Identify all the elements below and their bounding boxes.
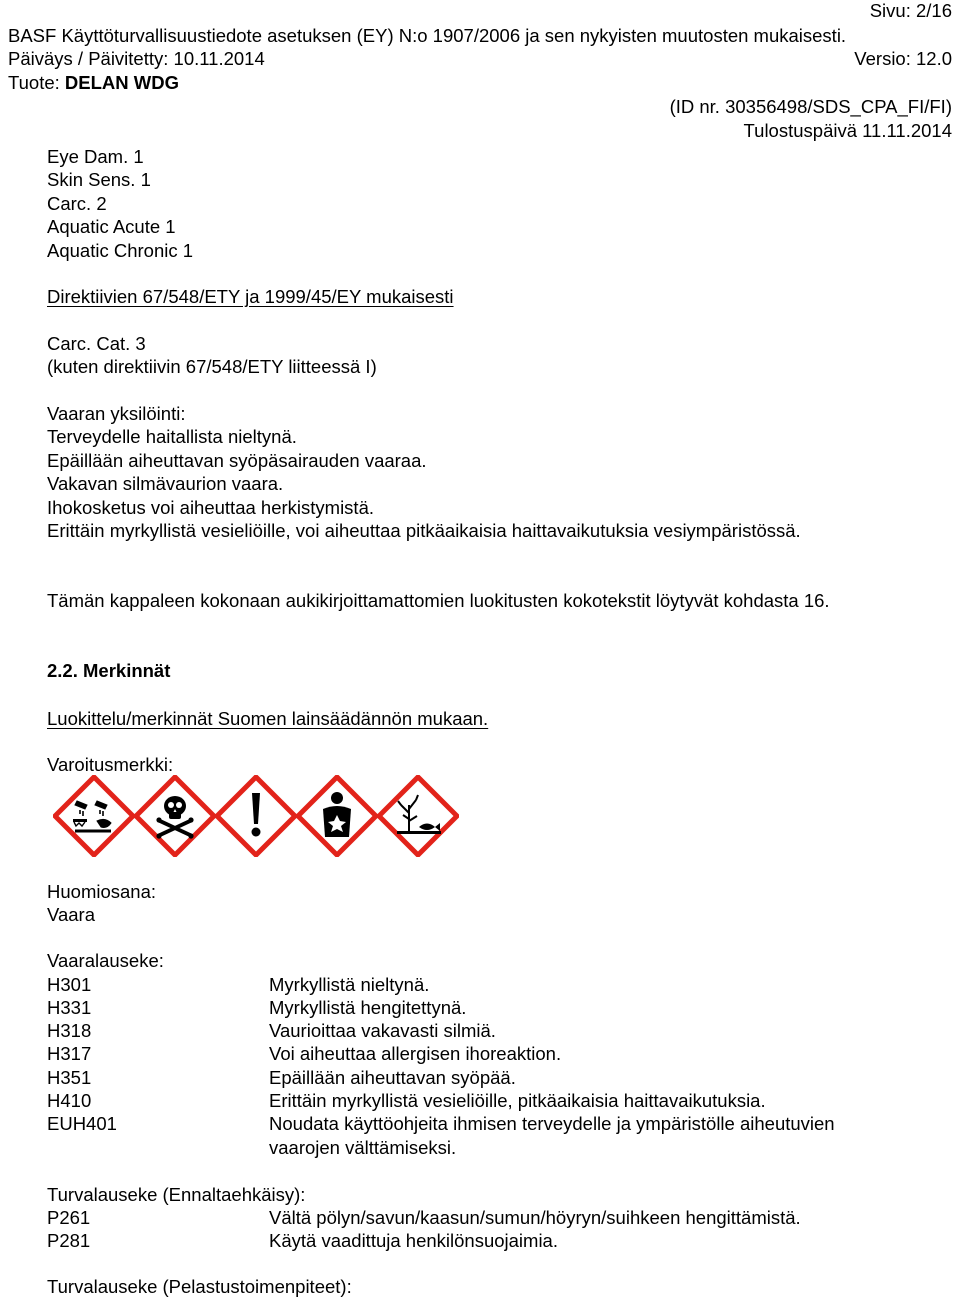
hazard-identification-line: Vakavan silmävaurion vaara. (47, 473, 284, 495)
section-title: Merkinnät (83, 660, 171, 681)
signal-word-label: Huomiosana: (47, 881, 157, 902)
hazard-statement-row (47, 1066, 947, 1089)
print-date: Tulostuspäivä 11.11.2014 (743, 120, 952, 141)
hazard-statement-row (47, 996, 947, 1019)
classification-item: Aquatic Acute 1 (47, 216, 176, 238)
document-title: BASF Käyttöturvallisuustiedote asetuksen (EY) N:o 1907/2006 ja sen nykyisten muutosten mukaisesti. (8, 25, 847, 46)
hazard-identification-label: Vaaran yksilöinti: (47, 403, 186, 424)
hazard-text: Vaurioittaa vakavasti silmiä. (269, 1020, 496, 1041)
health-hazard-icon (296, 775, 378, 857)
hazard-code: H351 (47, 1067, 92, 1088)
hazard-statement-row (47, 1042, 947, 1065)
full-text-note: Tämän kappaleen kokonaan aukikirjoittamattomien luokitusten kokotekstit löytyvät kohdasta 16. (47, 590, 830, 611)
precaution-code: P261 (47, 1207, 91, 1228)
directive-lines (47, 332, 377, 379)
hazard-text: Epäillään aiheuttavan syöpää. (269, 1067, 516, 1088)
hazard-text: Myrkyllistä hengitettynä. (269, 997, 467, 1018)
exclamation-mark-icon (215, 775, 297, 857)
document-id: (ID nr. 30356498/SDS_CPA_FI/FI) (669, 96, 952, 117)
hazard-identification-line: Ihokosketus voi aiheuttaa herkistymistä. (47, 496, 374, 518)
section-number: 2.2. (47, 660, 78, 681)
product-name: DELAN WDG (64, 72, 179, 93)
classification-item: Skin Sens. 1 (47, 169, 151, 191)
section-subheading: Luokittelu/merkinnät Suomen lainsäädännön mukaan. (47, 708, 489, 729)
signal-word-block (47, 880, 156, 927)
environment-icon (377, 775, 459, 857)
precaution-code: P281 (47, 1230, 91, 1251)
precaution-text: Vältä pölyn/savun/kaasun/sumun/höyryn/suihkeen hengittämistä. (269, 1207, 801, 1228)
precaution-row (47, 1206, 947, 1229)
hazard-statement-row (47, 1019, 947, 1042)
product-label: Tuote: (8, 72, 60, 93)
hazard-identification (47, 402, 801, 542)
hazard-text: Voi aiheuttaa allergisen ihoreaktion. (269, 1043, 562, 1064)
hazard-statement-row-continued (47, 1136, 947, 1159)
document-date: Päiväys / Päivitetty: 10.11.2014 (8, 48, 265, 69)
hazard-text: Erittäin myrkyllistä vesieliöille, pitkäaikaisia haittavaikutuksia. (269, 1090, 766, 1111)
hazard-code: H301 (47, 974, 92, 995)
precaution-text: Käytä vaadittuja henkilönsuojaimia. (269, 1230, 558, 1251)
directive-heading: Direktiivien 67/548/ETY ja 1999/45/EY mukaisesti (47, 286, 454, 307)
page-number: Sivu: 2/16 (869, 0, 952, 21)
hazard-statement-row (47, 1089, 947, 1112)
hazard-text: Myrkyllistä nieltynä. (269, 974, 430, 995)
hazard-identification-line: Erittäin myrkyllistä vesieliöille, voi aiheuttaa pitkäaikaisia haittavaikutuksia vesiympäristössä. (47, 520, 801, 542)
prevention-label: Turvalauseke (Ennaltaehkäisy): (47, 1184, 306, 1205)
classification-list (47, 145, 193, 262)
skull-crossbones-icon (134, 775, 216, 857)
hazard-code: EUH401 (47, 1113, 117, 1134)
section-heading (47, 659, 170, 682)
hazard-code: H317 (47, 1043, 92, 1064)
hazard-code: H318 (47, 1020, 92, 1041)
hazard-identification-line: Epäillään aiheuttavan syöpäsairauden vaaraa. (47, 449, 427, 471)
precaution-row (47, 1229, 947, 1252)
classification-item: Aquatic Chronic 1 (47, 239, 194, 261)
hazard-text: Noudata käyttöohjeita ihmisen terveydelle ja ympäristölle aiheutuvien (269, 1113, 835, 1134)
hazard-statement-row (47, 973, 947, 996)
signal-word: Vaara (47, 904, 95, 926)
hazard-code: H331 (47, 997, 92, 1018)
classification-item: Eye Dam. 1 (47, 146, 144, 167)
corrosion-icon (53, 775, 135, 857)
hazard-identification-line: Terveydelle haitallista nieltynä. (47, 426, 297, 448)
hazard-code: H410 (47, 1090, 92, 1111)
hazard-statement-row (47, 1112, 947, 1135)
directive-line: (kuten direktiivin 67/548/ETY liitteessä I) (47, 356, 377, 378)
hazard-statements-label: Vaaralauseke: (47, 950, 164, 971)
product-line (8, 72, 179, 94)
hazard-text-continued: vaarojen välttämiseksi. (269, 1137, 457, 1158)
classification-item: Carc. 2 (47, 192, 107, 214)
response-label: Turvalauseke (Pelastustoimenpiteet): (47, 1276, 352, 1297)
document-version: Versio: 12.0 (854, 48, 952, 69)
directive-line: Carc. Cat. 3 (47, 333, 146, 354)
pictogram-label: Varoitusmerkki: (47, 754, 174, 775)
